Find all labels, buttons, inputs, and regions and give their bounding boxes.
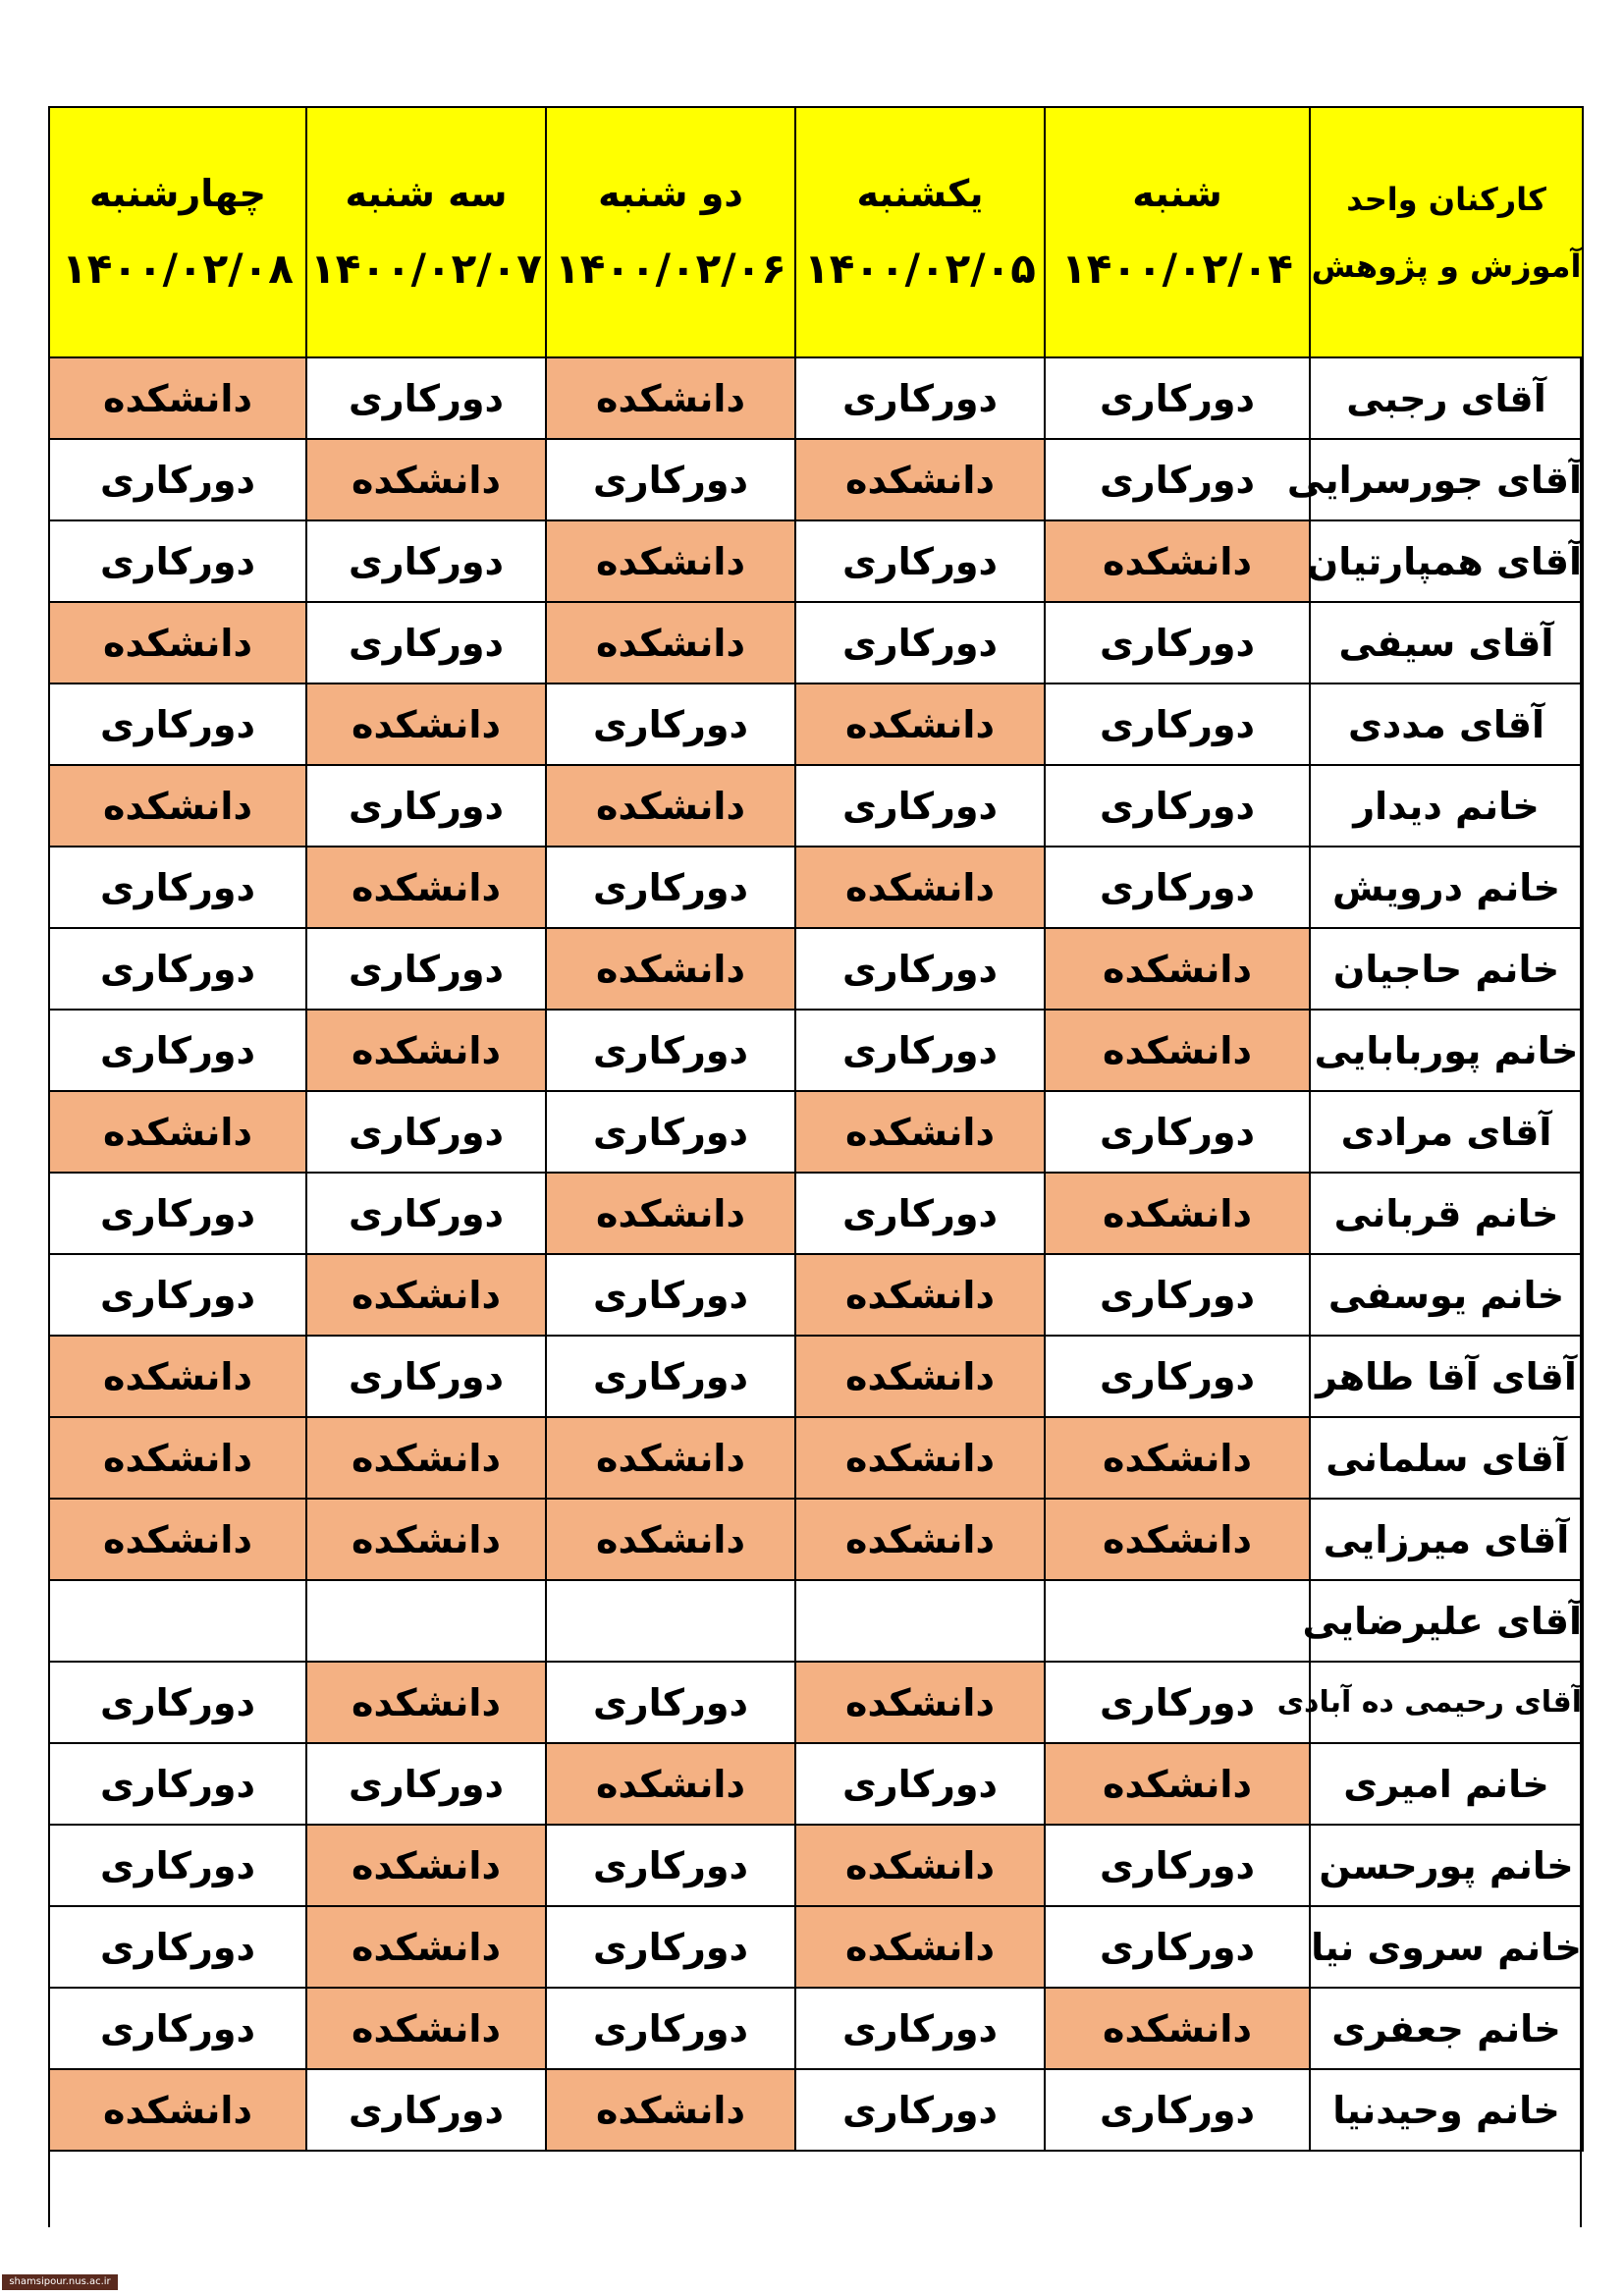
status-remote: دورکاری	[546, 1091, 795, 1173]
status-faculty: دانشکده	[795, 683, 1045, 765]
status-faculty: دانشکده	[306, 847, 546, 928]
status-faculty: دانشکده	[546, 1499, 795, 1580]
status-remote: دورکاری	[1045, 1825, 1310, 1906]
table-row	[49, 765, 1583, 847]
status-faculty: دانشکده	[1045, 1743, 1310, 1825]
status-faculty: دانشکده	[306, 1825, 546, 1906]
status-faculty: دانشکده	[546, 1417, 795, 1499]
table-header	[49, 107, 1583, 357]
status-faculty: دانشکده	[49, 1417, 306, 1499]
status-remote: دورکاری	[306, 1091, 546, 1173]
status-faculty: دانشکده	[546, 765, 795, 847]
staff-name: خانم امیری	[1310, 1743, 1583, 1825]
status-empty	[1045, 1580, 1310, 1662]
day-date: ۱۴۰۰/۰۲/۰۸	[62, 245, 294, 293]
status-faculty: دانشکده	[306, 1254, 546, 1336]
status-remote: دورکاری	[1045, 1091, 1310, 1173]
status-empty	[49, 1580, 306, 1662]
table-row	[49, 602, 1583, 683]
staff-name: آقای مددی	[1310, 683, 1583, 765]
table-row	[49, 1336, 1583, 1417]
staff-name: آقای آقا طاهر	[1310, 1336, 1583, 1417]
staff-name: آقای مرادی	[1310, 1091, 1583, 1173]
status-remote: دورکاری	[306, 1173, 546, 1254]
status-faculty: دانشکده	[795, 1336, 1045, 1417]
status-remote: دورکاری	[546, 1988, 795, 2069]
staff-name: آقای علیرضایی	[1310, 1580, 1583, 1662]
status-faculty: دانشکده	[546, 602, 795, 683]
status-remote: دورکاری	[546, 1662, 795, 1743]
status-remote: دورکاری	[795, 928, 1045, 1010]
status-faculty: دانشکده	[49, 602, 306, 683]
status-faculty: دانشکده	[546, 1743, 795, 1825]
day-name: شنبه	[1132, 172, 1222, 215]
table-row	[49, 2069, 1583, 2151]
table-row	[49, 1743, 1583, 1825]
status-faculty: دانشکده	[49, 765, 306, 847]
status-remote: دورکاری	[49, 1254, 306, 1336]
table-row	[49, 1254, 1583, 1336]
day-name: چهارشنبه	[88, 172, 267, 215]
table-row	[49, 1173, 1583, 1254]
status-remote: دورکاری	[546, 1906, 795, 1988]
status-remote: دورکاری	[306, 357, 546, 439]
status-remote: دورکاری	[795, 1743, 1045, 1825]
status-remote: دورکاری	[795, 1010, 1045, 1091]
staff-name: خانم پوربابایی	[1310, 1010, 1583, 1091]
status-remote: دورکاری	[795, 1173, 1045, 1254]
status-faculty: دانشکده	[306, 439, 546, 520]
status-faculty: دانشکده	[795, 1662, 1045, 1743]
header-day-sunday	[795, 107, 1045, 357]
status-faculty: دانشکده	[546, 520, 795, 602]
staff-name: خانم سروی نیا	[1310, 1906, 1583, 1988]
status-faculty: دانشکده	[795, 1499, 1045, 1580]
status-faculty: دانشکده	[795, 1825, 1045, 1906]
status-remote: دورکاری	[795, 1988, 1045, 2069]
day-date: ۱۴۰۰/۰۲/۰۷	[310, 245, 542, 293]
table-row	[49, 520, 1583, 602]
status-faculty: دانشکده	[795, 1091, 1045, 1173]
day-name: یکشنبه	[856, 172, 984, 215]
status-remote: دورکاری	[49, 1825, 306, 1906]
status-remote: دورکاری	[1045, 1254, 1310, 1336]
status-remote: دورکاری	[1045, 683, 1310, 765]
status-remote: دورکاری	[1045, 1336, 1310, 1417]
status-faculty: دانشکده	[1045, 928, 1310, 1010]
day-date: ۱۴۰۰/۰۲/۰۶	[555, 245, 786, 293]
status-remote: دورکاری	[546, 1825, 795, 1906]
status-faculty: دانشکده	[306, 1662, 546, 1743]
status-remote: دورکاری	[306, 602, 546, 683]
status-faculty: دانشکده	[1045, 1988, 1310, 2069]
status-faculty: دانشکده	[49, 357, 306, 439]
status-remote: دورکاری	[795, 765, 1045, 847]
status-faculty: دانشکده	[306, 1988, 546, 2069]
table-row	[49, 1580, 1583, 1662]
staff-name: خانم یوسفی	[1310, 1254, 1583, 1336]
status-faculty: دانشکده	[546, 1173, 795, 1254]
status-remote: دورکاری	[1045, 847, 1310, 928]
status-remote: دورکاری	[49, 847, 306, 928]
status-remote: دورکاری	[306, 1336, 546, 1417]
staff-name: آقای رجبی	[1310, 357, 1583, 439]
status-faculty: دانشکده	[795, 1254, 1045, 1336]
table-row	[49, 928, 1583, 1010]
status-empty	[546, 1580, 795, 1662]
header-day-wednesday	[49, 107, 306, 357]
status-remote: دورکاری	[546, 1010, 795, 1091]
status-remote: دورکاری	[49, 1988, 306, 2069]
table-row	[49, 1417, 1583, 1499]
table-row	[49, 439, 1583, 520]
status-remote: دورکاری	[546, 683, 795, 765]
header-day-monday	[546, 107, 795, 357]
staff-name: آقای سلمانی	[1310, 1417, 1583, 1499]
status-remote: دورکاری	[1045, 1662, 1310, 1743]
status-remote: دورکاری	[1045, 602, 1310, 683]
header-day-tuesday	[306, 107, 546, 357]
status-faculty: دانشکده	[546, 357, 795, 439]
staff-name: خانم درویش	[1310, 847, 1583, 928]
status-faculty: دانشکده	[546, 928, 795, 1010]
status-faculty: دانشکده	[795, 847, 1045, 928]
status-remote: دورکاری	[1045, 439, 1310, 520]
status-empty	[795, 1580, 1045, 1662]
header-staff-line2: آموزش و پژوهش	[1311, 246, 1582, 285]
status-faculty: دانشکده	[1045, 1173, 1310, 1254]
staff-name: آقای جورسرایی	[1310, 439, 1583, 520]
status-remote: دورکاری	[795, 520, 1045, 602]
staff-name: خانم وحیدنیا	[1310, 2069, 1583, 2151]
status-faculty: دانشکده	[306, 683, 546, 765]
status-faculty: دانشکده	[306, 1010, 546, 1091]
table-row	[49, 1906, 1583, 1988]
status-remote: دورکاری	[49, 1173, 306, 1254]
status-faculty: دانشکده	[1045, 1499, 1310, 1580]
status-remote: دورکاری	[546, 847, 795, 928]
status-remote: دورکاری	[306, 765, 546, 847]
table-row	[49, 1988, 1583, 2069]
status-remote: دورکاری	[49, 1743, 306, 1825]
table-body	[49, 357, 1583, 2151]
status-remote: دورکاری	[49, 1906, 306, 1988]
table-row	[49, 683, 1583, 765]
status-faculty: دانشکده	[49, 1499, 306, 1580]
day-date: ۱۴۰۰/۰۲/۰۵	[804, 245, 1036, 293]
staff-name: خانم دیدار	[1310, 765, 1583, 847]
status-remote: دورکاری	[795, 602, 1045, 683]
header-staff-cell	[1310, 107, 1583, 357]
status-remote: دورکاری	[795, 357, 1045, 439]
status-remote: دورکاری	[306, 2069, 546, 2151]
table-row	[49, 1091, 1583, 1173]
status-remote: دورکاری	[546, 439, 795, 520]
status-faculty: دانشکده	[49, 1336, 306, 1417]
header-row	[49, 107, 1583, 357]
staff-name: آقای رحیمی ده آبادی	[1310, 1662, 1583, 1743]
status-faculty: دانشکده	[306, 1906, 546, 1988]
status-faculty: دانشکده	[546, 2069, 795, 2151]
status-empty	[306, 1580, 546, 1662]
table-row	[49, 1662, 1583, 1743]
status-faculty: دانشکده	[49, 1091, 306, 1173]
day-date: ۱۴۰۰/۰۲/۰۴	[1061, 245, 1293, 293]
table-row	[49, 357, 1583, 439]
staff-name: آقای همپارتیان	[1310, 520, 1583, 602]
status-remote: دورکاری	[795, 2069, 1045, 2151]
status-remote: دورکاری	[49, 439, 306, 520]
status-faculty: دانشکده	[49, 2069, 306, 2151]
status-remote: دورکاری	[546, 1254, 795, 1336]
status-faculty: دانشکده	[1045, 520, 1310, 602]
staff-name: آقای میرزایی	[1310, 1499, 1583, 1580]
table-row	[49, 847, 1583, 928]
header-day-saturday	[1045, 107, 1310, 357]
table-row	[49, 1499, 1583, 1580]
status-remote: دورکاری	[546, 1336, 795, 1417]
status-remote: دورکاری	[1045, 2069, 1310, 2151]
staff-name: آقای سیفی	[1310, 602, 1583, 683]
table-row	[49, 1010, 1583, 1091]
status-faculty: دانشکده	[795, 1906, 1045, 1988]
status-remote: دورکاری	[306, 928, 546, 1010]
status-remote: دورکاری	[306, 520, 546, 602]
status-remote: دورکاری	[1045, 1906, 1310, 1988]
header-staff-line1: کارکنان واحد	[1346, 180, 1546, 218]
status-remote: دورکاری	[49, 1010, 306, 1091]
staff-name: خانم حاجیان	[1310, 928, 1583, 1010]
day-name: دو شنبه	[598, 172, 743, 215]
table-row	[49, 1825, 1583, 1906]
status-faculty: دانشکده	[795, 439, 1045, 520]
staff-schedule-table	[48, 106, 1584, 2152]
status-faculty: دانشکده	[306, 1499, 546, 1580]
footer-logo: shamsipour.nus.ac.ir	[2, 2274, 118, 2290]
status-remote: دورکاری	[1045, 765, 1310, 847]
staff-name: خانم قربانی	[1310, 1173, 1583, 1254]
staff-name: خانم پورحسن	[1310, 1825, 1583, 1906]
status-faculty: دانشکده	[306, 1417, 546, 1499]
status-faculty: دانشکده	[1045, 1010, 1310, 1091]
status-faculty: دانشکده	[1045, 1417, 1310, 1499]
status-remote: دورکاری	[49, 1662, 306, 1743]
status-remote: دورکاری	[1045, 357, 1310, 439]
status-faculty: دانشکده	[795, 1417, 1045, 1499]
status-remote: دورکاری	[49, 683, 306, 765]
status-remote: دورکاری	[306, 1743, 546, 1825]
staff-name: خانم جعفری	[1310, 1988, 1583, 2069]
day-name: سه شنبه	[345, 172, 508, 215]
status-remote: دورکاری	[49, 520, 306, 602]
status-remote: دورکاری	[49, 928, 306, 1010]
